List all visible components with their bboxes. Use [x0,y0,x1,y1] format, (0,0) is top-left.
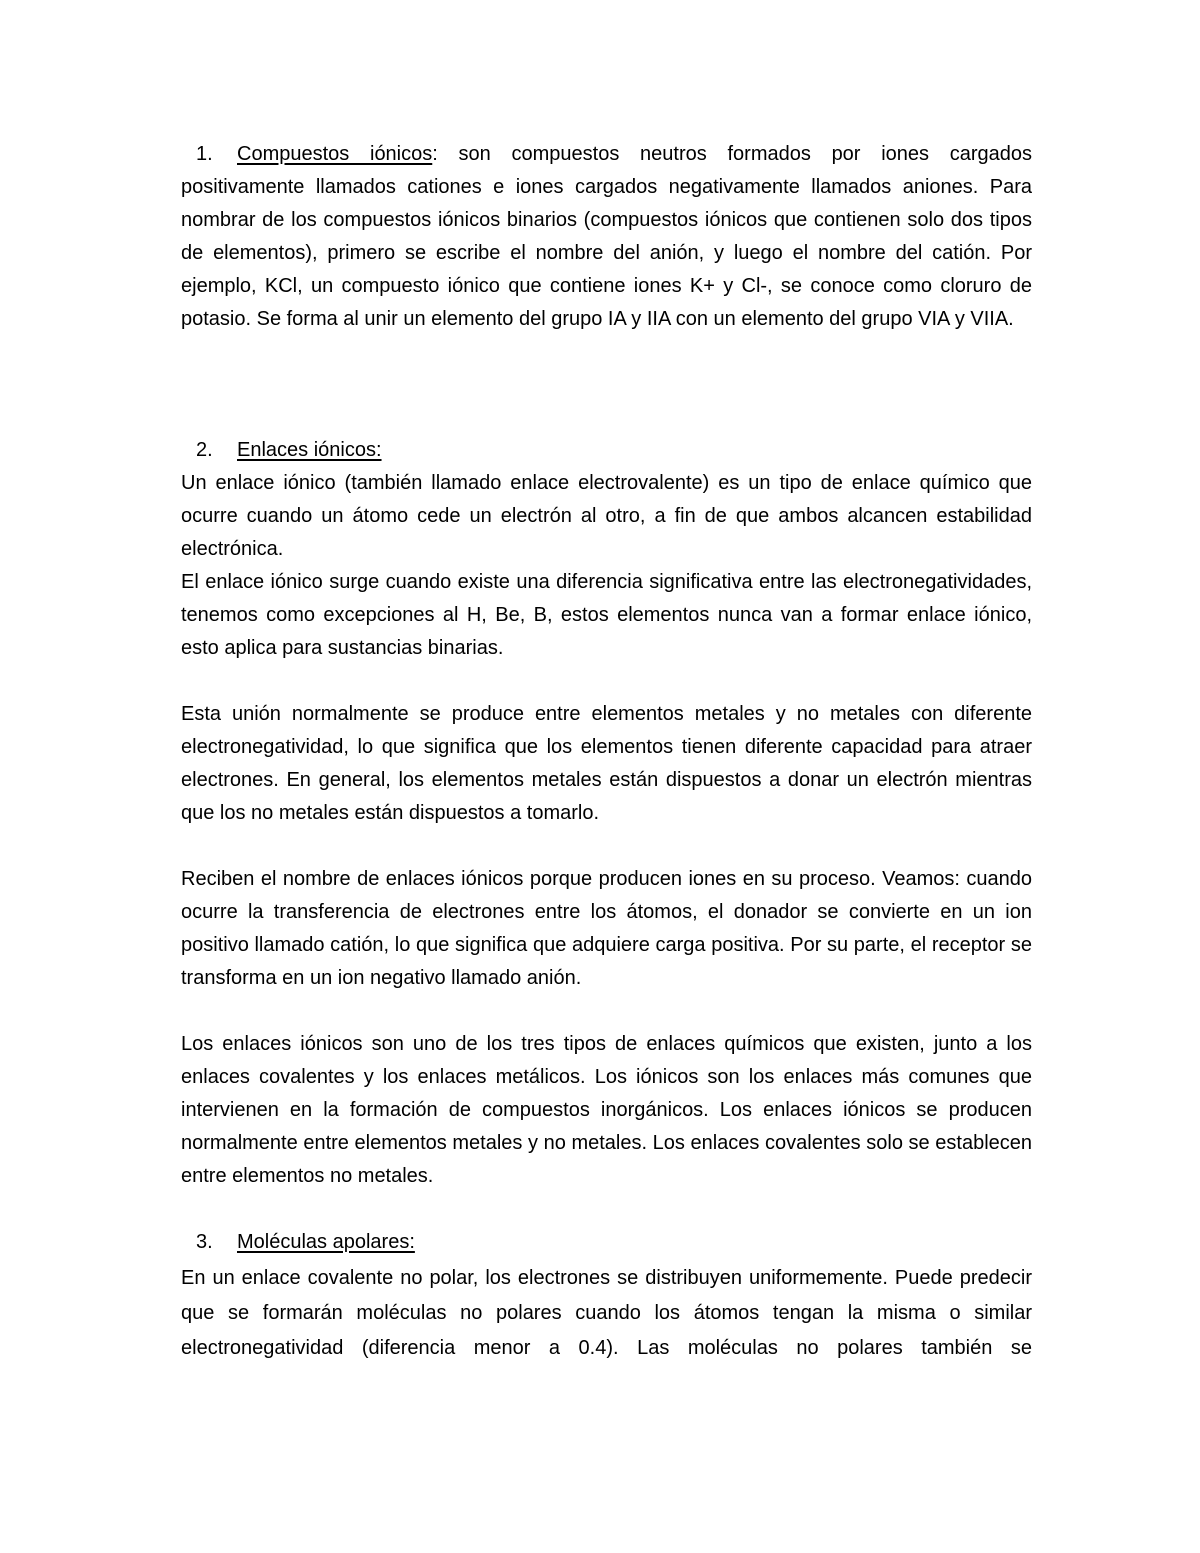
section-1-title: Compuestos iónicos [237,143,433,165]
section-moleculas-apolares [181,1226,1032,1366]
section-1-number: 1. [196,143,213,165]
section-2-heading [181,434,1032,467]
section-2-paragraph-4: Reciben el nombre de enlaces iónicos porque producen iones en su proceso. Veamos: cuando ocurre la transferencia de electrones entre los átomos, el donador se convierte en un ion positivo llamado catión, lo que significa que adquiere carga positiva. Por su parte, el receptor se transforma en un ion negativo llamado anión. [181,868,1032,989]
section-2-title: Enlaces iónicos: [237,439,382,461]
section-1-text: son compuestos neutros formados por iones cargados positivamente llamados cationes e iones cargados negativamente llamados aniones. Para nombrar de los compuestos iónicos binarios (compuestos iónicos que contienen solo dos tipos de elementos), primero se escribe el nombre del anión, y luego el nombre del catión. Por ejemplo, KCl, un compuesto iónico que contiene iones K+ y Cl-, se conoce como cloruro de potasio. Se forma al unir un elemento del grupo IA y IIA con un elemento del grupo VIA y VIIA. [181,143,1032,330]
section-1-title-colon: : [432,143,438,165]
section-enlaces-ionicos [181,434,1032,1193]
section-2-paragraph-1: Un enlace iónico (también llamado enlace electrovalente) es un tipo de enlace químico que ocurre cuando un átomo cede un electrón al otro, a fin de que ambos alcancen estabilidad electrónica. [181,472,1032,560]
section-3-number: 3. [196,1231,213,1253]
section-2-paragraph-2: El enlace iónico surge cuando existe una diferencia significativa entre las electronegatividades, tenemos como excepciones al H, Be, B, estos elementos nunca van a formar enlace iónico, esto aplica para sustancias binarias. [181,571,1032,659]
section-3-heading [181,1226,1032,1259]
section-3-paragraph-1: En un enlace covalente no polar, los electrones se distribuyen uniformemente. Puede predecir que se formarán moléculas no polares cuando los átomos tengan la misma o similar electronegatividad (diferencia menor a 0.4). Las moléculas no polares también se [181,1267,1032,1359]
section-2-paragraph-3: Esta unión normalmente se produce entre elementos metales y no metales con diferente electronegatividad, lo que significa que los elementos tienen diferente capacidad para atraer electrones. En general, los elementos metales están dispuestos a donar un electrón mientras que los no metales están dispuestos a tomarlo. [181,703,1032,824]
section-compuestos-ionicos [181,138,1032,336]
section-3-title: Moléculas apolares: [237,1231,415,1253]
section-1-heading [181,143,438,165]
section-1-paragraph [181,138,1032,336]
document-body [181,138,1032,1366]
section-2-number: 2. [196,439,213,461]
section-2-paragraph-5: Los enlaces iónicos son uno de los tres tipos de enlaces químicos que existen, junto a los enlaces covalentes y los enlaces metálicos. Los iónicos son los enlaces más comunes que intervienen en la formación de compuestos inorgánicos. Los enlaces iónicos se producen normalmente entre elementos metales y no metales. Los enlaces covalentes solo se establecen entre elementos no metales. [181,1033,1032,1187]
